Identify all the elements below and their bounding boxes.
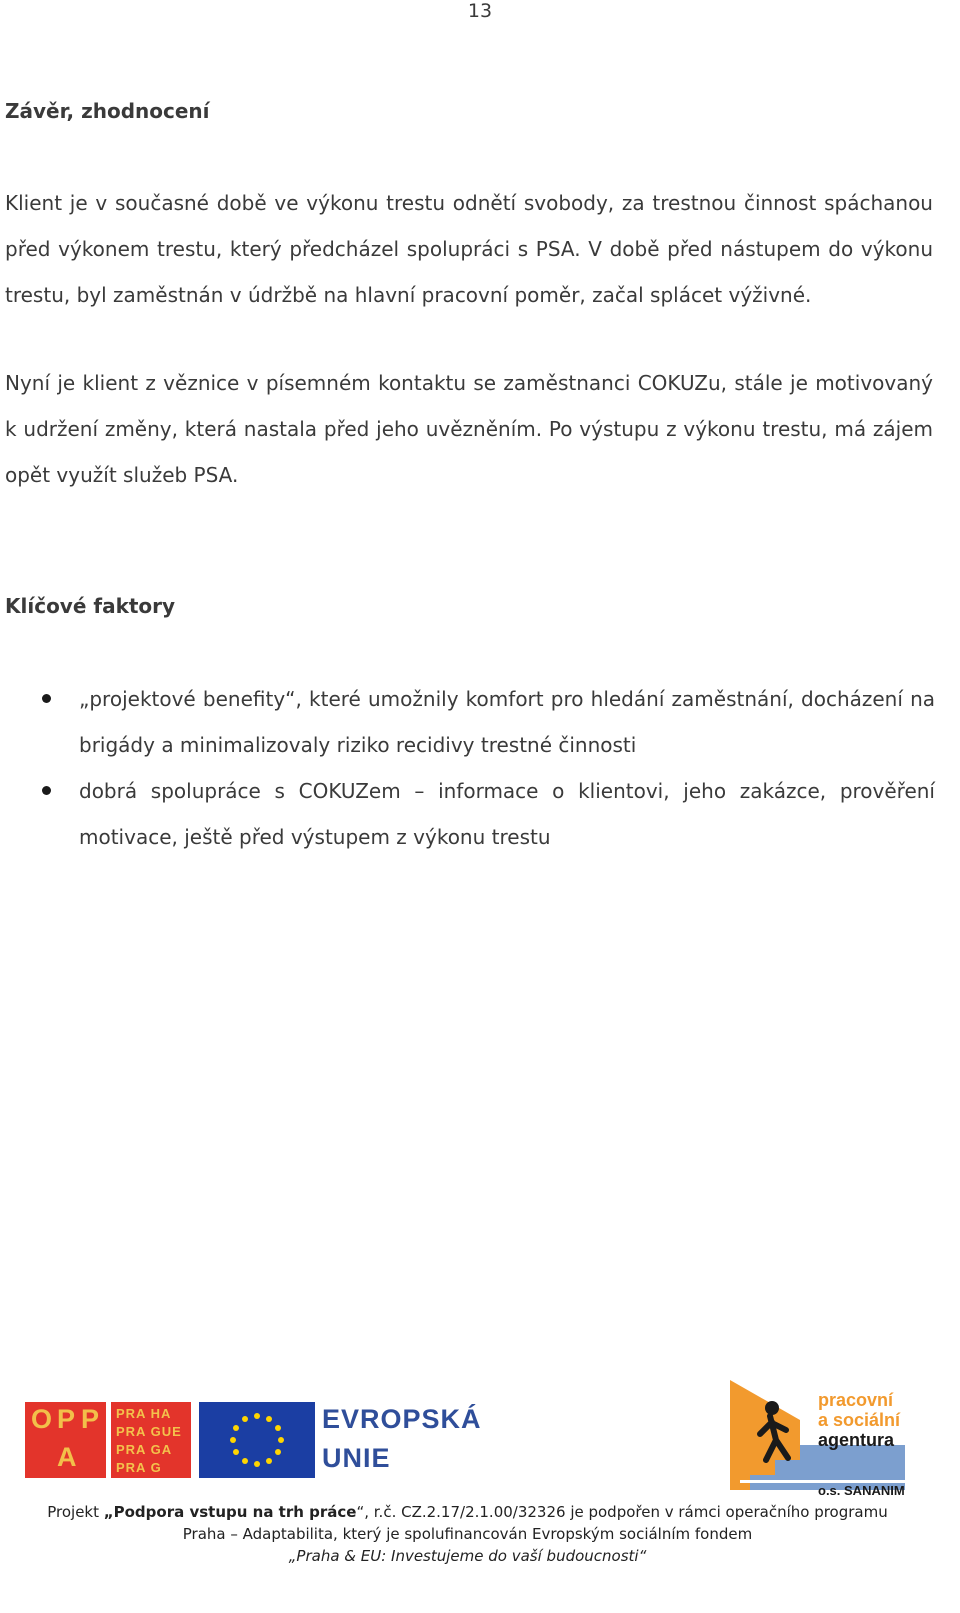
eu-stars-icon [199, 1402, 315, 1478]
footer-line3: „Praha & EU: Investujeme do vaší budoucnosti“ [288, 1547, 647, 1565]
sananim-text-2: a sociální [818, 1410, 901, 1430]
page-number: 13 [467, 0, 493, 22]
logo-letter: O [31, 1404, 53, 1434]
sananim-text-4: o.s. SANANIM [818, 1483, 905, 1498]
heading-conclusion: Závěr, zhodnocení [5, 99, 210, 123]
footer-project-name: „Podpora vstupu na trh práce [103, 1503, 357, 1521]
list-item [0, 676, 935, 768]
praha-logo-row: PRA GUE [116, 1424, 182, 1439]
paragraph-client-contact: Nyní je klient z věznice v písemném kontaktu se zaměstnanci COKUZu, stále je motivovaný k udržení změny, která nastala před jeho uvězněním. Po výstupu z výkonu trestu, má zájem opět využít služeb PSA. [5, 371, 933, 487]
sananim-text-1: pracovní [818, 1390, 894, 1410]
logo-letter: P [81, 1404, 100, 1434]
sananim-text-3: agentura [818, 1430, 895, 1450]
eu-flag-icon [199, 1402, 315, 1478]
praha-logo-row: PRA GA [116, 1442, 173, 1457]
eu-text-line1: EVROPSKÁ [322, 1404, 482, 1434]
eu-text-line2: UNIE [322, 1443, 391, 1473]
heading-key-factors: Klíčové faktory [5, 594, 176, 618]
praha-logo-row: PRA HA [116, 1406, 172, 1421]
bullet-icon [42, 786, 51, 795]
footer-line1-post: “, r.č. CZ.2.17/2.1.00/32326 je podpořen v rámci operačního programu [356, 1503, 888, 1521]
list-item [0, 768, 935, 860]
stairs-figure-icon [730, 1380, 905, 1498]
bullet-icon [42, 694, 51, 703]
list-item-text: dobrá spolupráce s COKUZem – informace o klientovi, jeho zakázce, prověření motivace, ještě před výstupem z výkonu trestu [79, 779, 935, 849]
praha-logo [111, 1402, 191, 1478]
list-item-text: „projektové benefity“, které umožnily komfort pro hledání zaměstnání, docházení na brigády a minimalizovaly riziko recidivy trestné činnosti [79, 687, 935, 757]
footer-line1 [0, 1501, 935, 1523]
sananim-logo [730, 1380, 905, 1498]
opp-a-logo [25, 1402, 106, 1478]
paragraph-client-status: Klient je v současné době ve výkonu trestu odnětí svobody, za trestnou činnost spáchanou před výkonem trestu, který předcházel spolupráci s PSA. V době před nástupem do výkonu trestu, byl zaměstnán v údržbě na hlavní pracovní poměr, začal splácet výživné. [5, 191, 933, 307]
footer-line1-pre: Projekt [47, 1503, 104, 1521]
praha-logo-row: PRA G [116, 1460, 162, 1475]
key-factors-list [0, 676, 935, 860]
logo-letter: A [57, 1442, 77, 1472]
logo-letter: P [57, 1404, 76, 1434]
footer-line2: Praha – Adaptabilita, který je spolufinancován Evropským sociálním fondem [182, 1525, 753, 1543]
